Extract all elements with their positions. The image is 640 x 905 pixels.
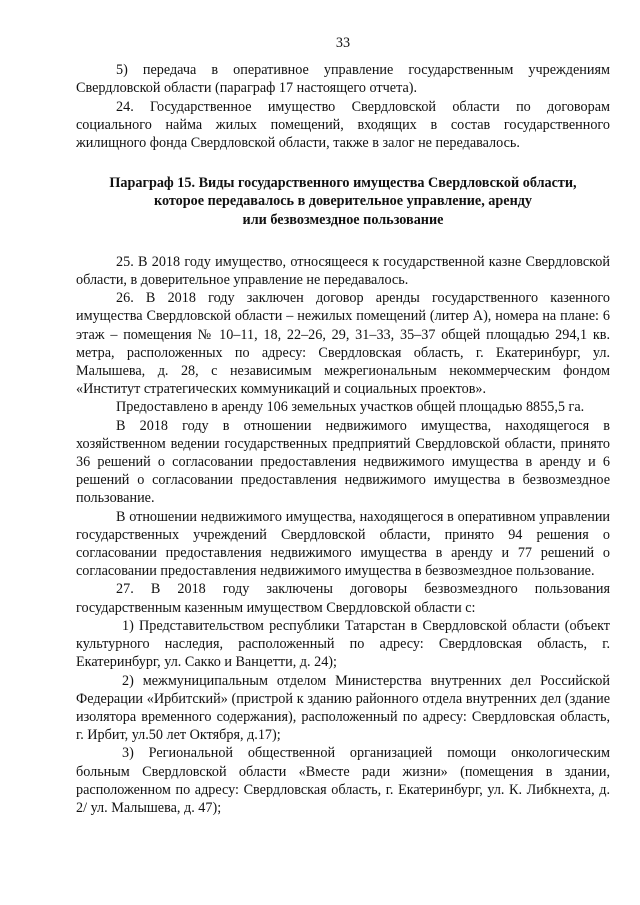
paragraph-operational-management: В отношении недвижимого имущества, находящегося в оперативном управлении государственных учреждений Свердловской области, принято 94 решения о согласовании предоставления недвижимого имущества в аренду и 77 решений о согласовании предоставления недвижимого имущества в безвозмездное пользование.: [76, 508, 610, 580]
list-item-2: 2) межмуниципальным отделом Министерства внутренних дел Российской Федерации «Ирбитский» (пристрой к зданию районного отдела внутренних дел (здание изолятора временного содержания), расположенный по адресу: Свердловская область, г. Ирбит, ул.50 лет Октября, д.17);: [76, 672, 610, 744]
document-page: [76, 34, 610, 817]
list-item-1: 1) Представительством республики Татарстан в Свердловской области (объект культурного наследия, расположенный по адресу: Свердловская область, г. Екатеринбург, ул. Сакко и Ванцетти, д. 24);: [76, 617, 610, 671]
paragraph-24: 24. Государственное имущество Свердловской области по договорам социального найма жилых помещений, входящих в состав государственного жилищного фонда Свердловской области, также в залог не передавалось.: [76, 98, 610, 152]
paragraph-27: 27. В 2018 году заключены договоры безвозмездного пользования государственным казенным имуществом Свердловской области с:: [76, 581, 610, 616]
paragraph-26: 26. В 2018 году заключен договор аренды государственного казенного имущества Свердловской области – нежилых помещений (литер А), номера на плане: 6 этаж – помещения № 10–11, 18, 22–26, 29, 31–33, 35–37 общей площадью 294,1 кв. метра, расположенных по адресу: Свердловская область, г. Екатеринбург, ул. Малышева, д. 28, с независимым межрегиональным некоммерческим фондом «Институт стратегических коммуникаций и социальных проектов».: [76, 290, 610, 398]
heading-line-1: Параграф 15. Виды государственного имущества Свердловской области,: [109, 175, 577, 192]
paragraph-economic-management: В 2018 году в отношении недвижимого имущества, находящегося в хозяйственном ведении государственных предприятий Свердловской области, принято 36 решений о согласовании предоставления недвижимого имущества в аренду и 6 решений о согласовании предоставления недвижимого имущества в безвозмездное пользование.: [76, 417, 610, 507]
list-item-3: 3) Региональной общественной организацией помощи онкологическим больным Свердловской области «Вместе ради жизни» (помещения в здании, расположенном по адресу: Свердловская область, г. Екатеринбург, ул. К. Либкнехта, д. 2/ ул. Малышева, д. 47);: [76, 745, 610, 816]
heading-line-2: которое передавалось в доверительное управление, аренду: [153, 193, 533, 210]
page-number: 33: [335, 35, 351, 51]
paragraph-land-lease: Предоставлено в аренду 106 земельных участков общей площадью 8855,5 га.: [116, 399, 585, 416]
heading-line-3: или безвозмездное пользование: [242, 211, 444, 228]
paragraph-transfer-operational: 5) передача в оперативное управление государственным учреждениям Свердловской области (параграф 17 настоящего отчета).: [76, 62, 610, 97]
paragraph-25: 25. В 2018 году имущество, относящееся к государственной казне Свердловской области, в доверительное управление не передавалось.: [76, 253, 610, 289]
section-heading: [76, 174, 610, 229]
